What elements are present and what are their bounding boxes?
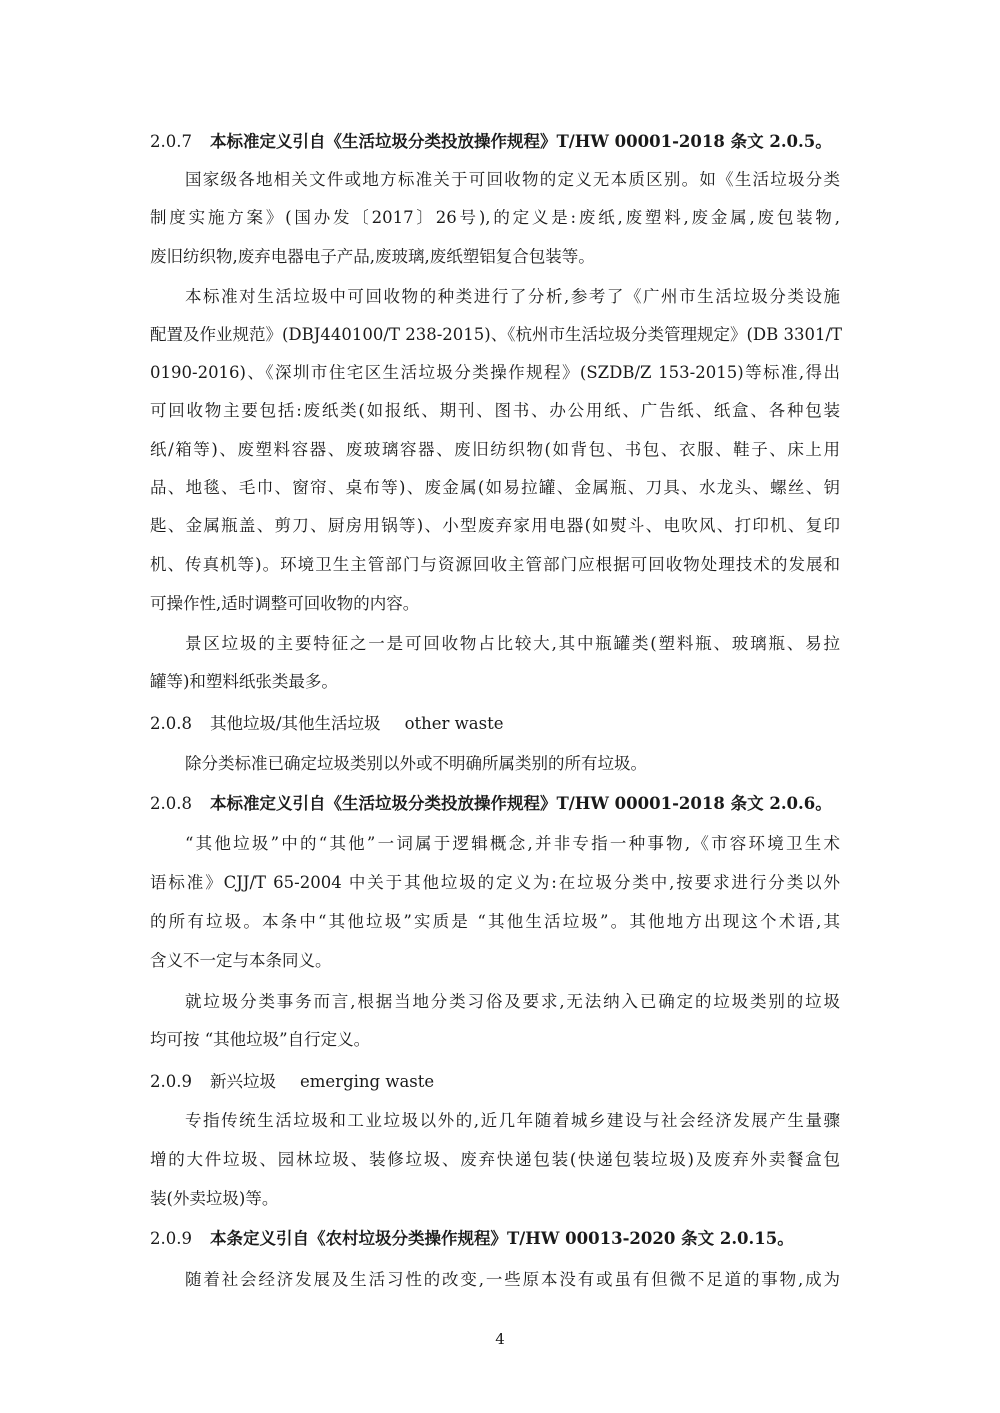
paragraph-line: 配置及作业规范》(DBJ440100/T 238-2015)、《杭州市生活垃圾分类管理规定》(DB 3301/T [150,325,843,344]
paragraph-line: 就垃圾分类事务而言,根据当地分类习俗及要求,无法纳入已确定的垃圾类别的垃圾 [185,992,840,1011]
paragraph-line: 可操作性,适时调整可回收物的内容。 [150,594,420,613]
paragraph-line: 本标准对生活垃圾中可回收物的种类进行了分析,参考了《广州市生活垃圾分类设施 [185,287,840,306]
term-definition-line: 增的大件垃圾、园林垃圾、装修垃圾、废弃快递包装(快递包装垃圾)及废弃外卖餐盒包 [150,1150,840,1169]
paragraph-line: 含义不一定与本条同义。 [150,951,332,970]
clause-number: 2.0.7 [150,132,192,151]
paragraph-line: 机、传真机等)。环境卫生主管部门与资源回收主管部门应根据可回收物处理技术的发展和 [150,555,840,574]
clause-2-0-9 [150,1227,840,1251]
term-zh: 新兴垃圾 [210,1072,276,1091]
paragraph-line: 语标准》CJJ/T 65-2004 中关于其他垃圾的定义为:在垃圾分类中,按要求进行分类以外 [150,873,840,892]
paragraph-line: 0190-2016)、《深圳市住宅区生活垃圾分类操作规程》(SZDB/Z 153-2015)等标准,得出 [150,363,840,382]
paragraph-line: 匙、金属瓶盖、剪刀、厨房用锅等)、小型废弃家用电器(如熨斗、电吹风、打印机、复印 [150,516,840,535]
term-zh: 其他垃圾/其他生活垃圾 [210,714,381,733]
term-en: other waste [404,714,504,733]
clause-2-0-7 [150,130,840,154]
term-heading-2-0-8 [150,712,503,736]
clause-text: 本条定义引自《农村垃圾分类操作规程》T/HW 00013-2020 条文 2.0.15。 [210,1229,794,1248]
paragraph-line: 制度实施方案》(国办发〔2017〕26号),的定义是:废纸,废塑料,废金属,废包装物, [150,208,840,227]
paragraph-line: 罐等)和塑料纸张类最多。 [150,672,338,691]
paragraph-line: 景区垃圾的主要特征之一是可回收物占比较大,其中瓶罐类(塑料瓶、玻璃瓶、易拉 [185,634,840,653]
clause-number: 2.0.9 [150,1229,192,1248]
term-definition: 除分类标准已确定垃圾类别以外或不明确所属类别的所有垃圾。 [185,754,647,773]
page-number: 4 [495,1330,505,1348]
paragraph-line: 纸/箱等)、废塑料容器、废玻璃容器、废旧纺织物(如背包、书包、衣服、鞋子、床上用 [150,440,840,459]
clause-number: 2.0.8 [150,794,192,813]
term-number: 2.0.9 [150,1072,192,1091]
term-number: 2.0.8 [150,714,192,733]
paragraph-line: 均可按 “其他垃圾”自行定义。 [150,1030,371,1049]
paragraph-line: 品、地毯、毛巾、窗帘、桌布等)、废金属(如易拉罐、金属瓶、刀具、水龙头、螺丝、钥 [150,478,840,497]
paragraph-line: “其他垃圾”中的“其他”一词属于逻辑概念,并非专指一种事物,《市容环境卫生术 [185,834,840,853]
term-heading-2-0-9 [150,1070,434,1094]
paragraph-line: 废旧纺织物,废弃电器电子产品,废玻璃,废纸塑铝复合包装等。 [150,247,595,266]
paragraph-line: 国家级各地相关文件或地方标准关于可回收物的定义无本质区别。如《生活垃圾分类 [185,170,840,189]
paragraph-line: 可回收物主要包括:废纸类(如报纸、期刊、图书、办公用纸、广告纸、纸盒、各种包装 [150,401,840,420]
clause-text: 本标准定义引自《生活垃圾分类投放操作规程》T/HW 00001-2018 条文 2.0.5。 [210,132,832,151]
clause-text: 本标准定义引自《生活垃圾分类投放操作规程》T/HW 00001-2018 条文 2.0.6。 [210,794,832,813]
clause-2-0-8 [150,792,840,816]
term-definition-line: 装(外卖垃圾)等。 [150,1189,279,1208]
paragraph-line: 随着社会经济发展及生活习性的改变,一些原本没有或虽有但微不足道的事物,成为 [185,1270,840,1289]
term-en: emerging waste [300,1072,435,1091]
term-definition-line: 专指传统生活垃圾和工业垃圾以外的,近几年随着城乡建设与社会经济发展产生量骤 [185,1111,840,1130]
paragraph-line: 的所有垃圾。本条中“其他垃圾”实质是 “其他生活垃圾”。其他地方出现这个术语,其 [150,912,840,931]
